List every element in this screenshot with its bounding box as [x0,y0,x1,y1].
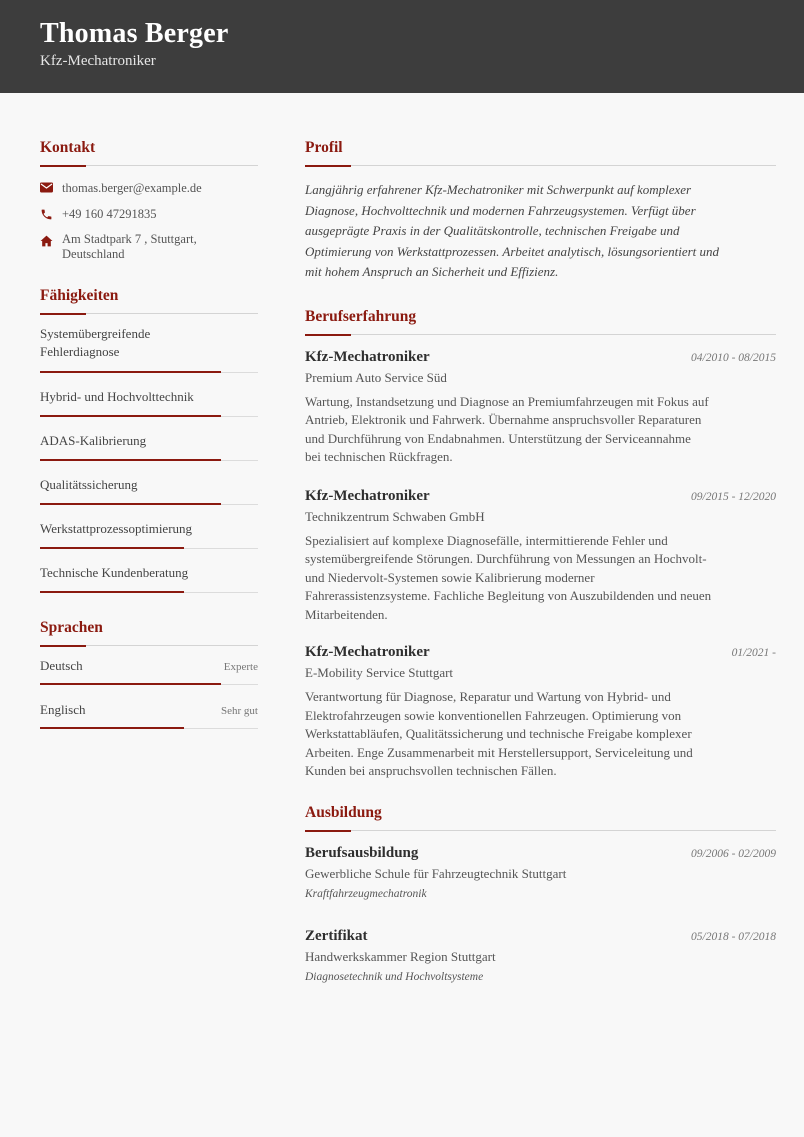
home-icon [40,232,62,247]
education-entry [305,843,776,902]
job-title: Kfz-Mechatroniker [305,644,430,660]
language-item [40,685,258,729]
education-heading-rule [305,830,776,832]
language-name: Englisch [40,702,86,717]
languages-section [40,618,258,729]
phone-text: +49 160 47291835 [62,207,157,221]
contact-phone[interactable] [40,207,258,232]
education-entry [305,926,776,985]
skills-heading-rule [40,313,258,315]
job-description: Verantwortung für Diagnose, Reparatur und Wartung von Hybrid- und Elektrofahrzeugen sowie konventionellen Fahrzeugen. Optimierung von Werkstattabläufen, Qualitätssicherung und technische Freigabe komplexer Arbeiten. Enge Zusammenarbeit mit Herstellersupport, Serviceleitung und Kunden bei anspruchsvollen technischen Fällen. [305,689,693,778]
job-company: Technikzentrum Schwaben GmbH [305,508,485,524]
skill-item [40,461,258,505]
skills-section [40,286,258,593]
skill-item [40,325,258,373]
contact-email[interactable] [40,181,258,207]
language-level: Experte [223,661,258,673]
skill-item [40,373,258,417]
language-level: Sehr gut [221,705,258,717]
skill-level-bar [40,591,184,593]
job-description: Wartung, Instandsetzung und Diagnose an Premiumfahrzeugen mit Fokus auf Antrieb, Elektronik und Fahrwerk. Übernahme anspruchsvoller Reparaturen und Durchführung von Endabnahmen. Unterstützung der Serviceannahme bei technischen Rückfragen. [305,393,709,464]
education-title: Zertifikat [305,927,368,944]
job-title: Kfz-Mechatroniker [305,487,430,504]
skill-item [40,417,258,461]
skill-item [40,549,258,593]
job-company: Premium Auto Service Süd [305,369,447,385]
education-heading: Ausbildung [305,803,382,821]
contact-address [40,232,258,266]
person-job-title: Kfz-Mechatroniker [40,53,156,69]
education-field: Diagnosetechnik und Hochvoltsysteme [305,970,484,983]
resume-header [0,0,804,93]
languages-heading: Sprachen [40,619,103,636]
left-column [40,138,258,729]
language-name: Deutsch [40,658,83,673]
contact-heading: Kontakt [40,139,96,156]
experience-heading: Berufserfahrung [305,307,417,325]
profile-section [305,138,776,283]
skill-label: ADAS-Kalibrierung [40,433,147,448]
job-date: 04/2010 - 08/2015 [691,351,776,364]
skill-label: Hybrid- und Hochvolttechnik [40,389,194,404]
profile-summary: Langjährig erfahrener Kfz-Mechatroniker mit Schwerpunkt auf komplexer Diagnose, Hochvolttechnik und modernen Fahrzeugsystemen. Verfügt über ausgeprägte Praxis in der Qualitätskontrolle, technischen Freigabe und Optimierung von Werkstattprozessen. Arbeitet analytisch, lösungsorientiert und mit hohem Anspruch an Sicherheit und Effizienz. [305,182,720,279]
education-title: Berufsausbildung [305,844,419,861]
skill-item [40,505,258,549]
email-icon [40,181,62,193]
education-school: Handwerkskammer Region Stuttgart [305,948,496,964]
email-text: thomas.berger@example.de [62,181,202,195]
education-field: Kraftfahrzeugmechatronik [305,887,427,900]
profile-heading: Profil [305,139,343,156]
experience-section [305,307,776,781]
contact-section [40,138,258,266]
phone-icon [40,207,62,221]
job-title: Kfz-Mechatroniker [305,348,430,365]
profile-heading-rule [305,165,776,167]
job-date: 01/2021 - [731,647,776,659]
address-line-2: Deutschland [62,247,125,261]
language-item [40,647,258,685]
right-column [305,138,776,985]
contact-heading-rule [40,165,258,167]
experience-heading-rule [305,334,776,336]
address-line-1: Am Stadtpark 7 , Stuttgart, [62,232,197,246]
job-company: E-Mobility Service Stuttgart [305,665,454,680]
skill-label: Technische Kundenberatung [40,565,189,580]
education-date: 05/2018 - 07/2018 [691,930,776,943]
language-level-bar [40,727,184,729]
skill-label: Systemübergreifende Fehlerdiagnose [40,326,151,359]
job-description: Spezialisiert auf komplexe Diagnosefälle, intermittierende Fehler und systemübergreifende Störungen. Durchführung von Messungen an Hochvolt- und Niedervolt-Systemen sowie Kalibrierung moderner Fahrerassistenzsysteme. Fachliche Begleitung von Auszubildenden und neuen Mitarbeitenden. [305,532,712,622]
skill-label: Qualitätssicherung [40,477,138,492]
education-school: Gewerbliche Schule für Fahrzeugtechnik Stuttgart [305,865,567,881]
skill-label: Werkstattprozessoptimierung [40,521,193,536]
person-name: Thomas Berger [40,18,229,49]
education-section [305,803,776,985]
experience-entry [305,642,776,781]
experience-entry [305,486,776,625]
skills-heading: Fähigkeiten [40,287,119,304]
job-date: 09/2015 - 12/2020 [691,490,776,503]
experience-entry [305,347,776,467]
education-date: 09/2006 - 02/2009 [691,847,776,860]
